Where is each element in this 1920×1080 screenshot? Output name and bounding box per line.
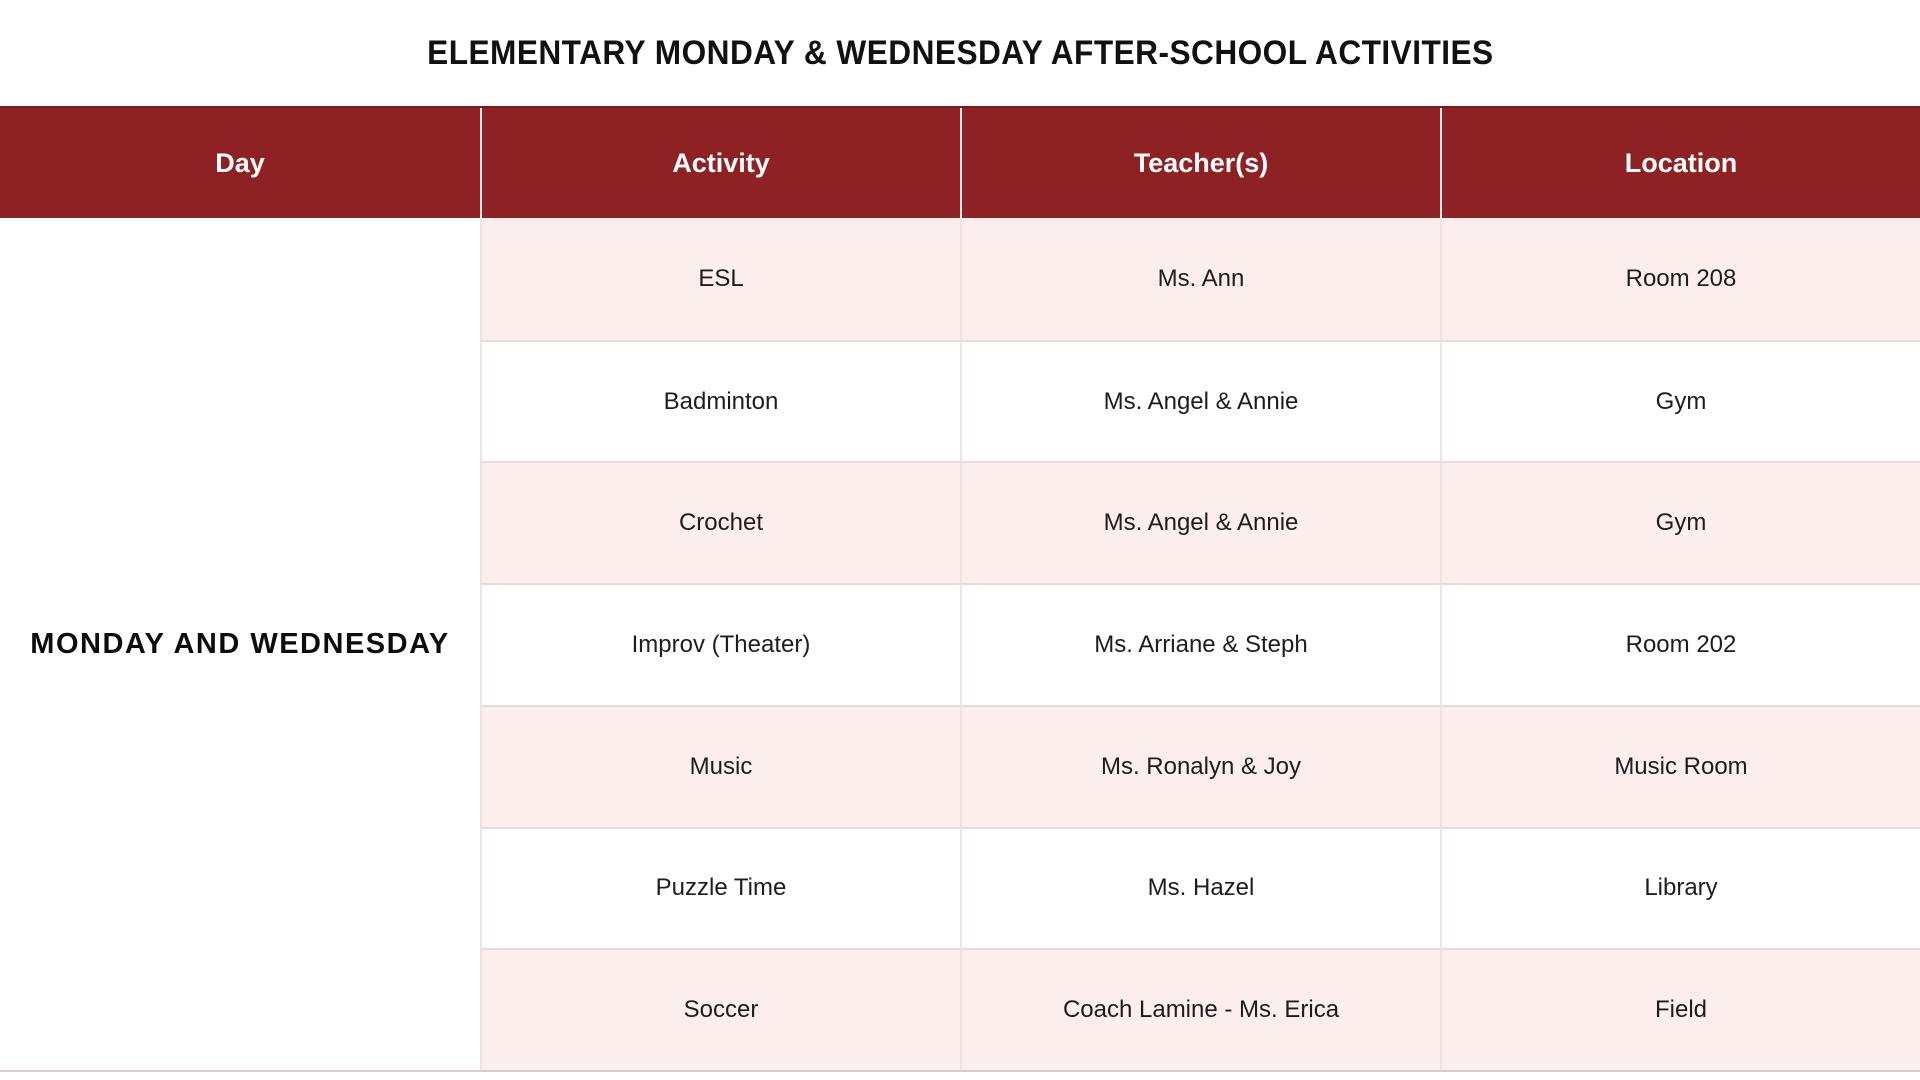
location-cell: Field (1440, 948, 1920, 1070)
teachers-cell: Ms. Angel & Annie (960, 461, 1440, 583)
teachers-cell: Ms. Hazel (960, 827, 1440, 949)
column-header-activity: Activity (480, 108, 960, 218)
location-cell: Gym (1440, 461, 1920, 583)
teachers-cell: Ms. Arriane & Steph (960, 583, 1440, 705)
teachers-cell: Ms. Ronalyn & Joy (960, 705, 1440, 827)
column-header-teachers: Teacher(s) (960, 108, 1440, 218)
activity-cell: Puzzle Time (480, 827, 960, 949)
teachers-cell: Ms. Angel & Annie (960, 340, 1440, 462)
activity-cell: ESL (480, 218, 960, 340)
activity-cell: Crochet (480, 461, 960, 583)
location-cell: Music Room (1440, 705, 1920, 827)
location-cell: Room 202 (1440, 583, 1920, 705)
column-header-location: Location (1440, 108, 1920, 218)
location-cell: Library (1440, 827, 1920, 949)
activity-cell: Soccer (480, 948, 960, 1070)
teachers-cell: Coach Lamine - Ms. Erica (960, 948, 1440, 1070)
activity-cell: Badminton (480, 340, 960, 462)
page-title: ELEMENTARY MONDAY & WEDNESDAY AFTER-SCHOOL ACTIVITIES (426, 33, 1494, 72)
location-cell: Room 208 (1440, 218, 1920, 340)
teachers-cell: Ms. Ann (960, 218, 1440, 340)
page-title-bar (0, 0, 1920, 106)
activities-table (0, 106, 1920, 1072)
location-cell: Gym (1440, 340, 1920, 462)
activity-cell: Music (480, 705, 960, 827)
day-cell: MONDAY AND WEDNESDAY (0, 218, 480, 1070)
activity-cell: Improv (Theater) (480, 583, 960, 705)
column-header-day: Day (0, 108, 480, 218)
